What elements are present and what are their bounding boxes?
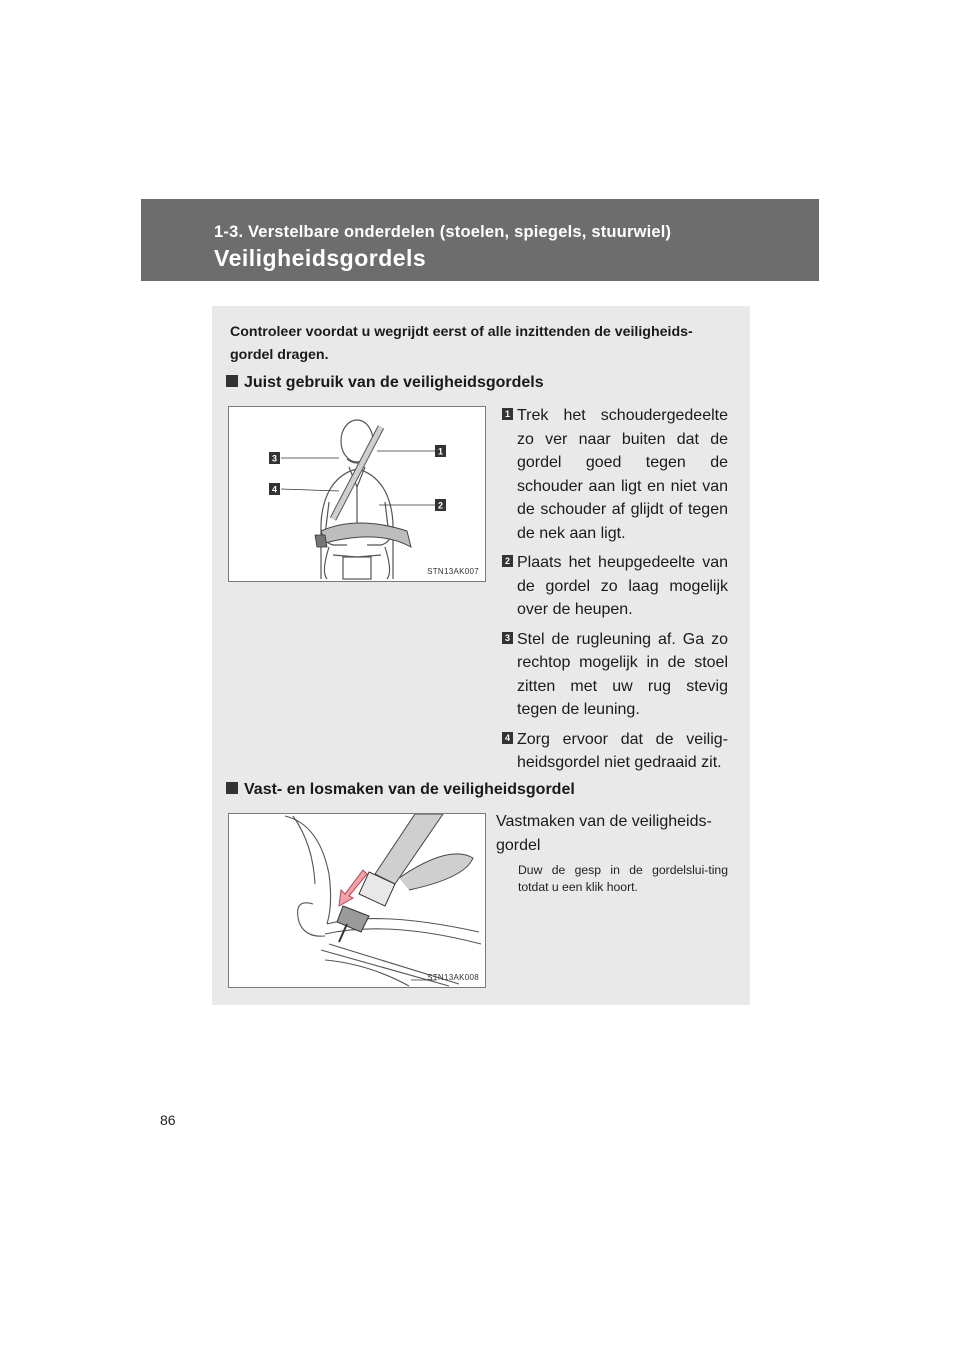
seat-buckle-illustration <box>229 814 485 987</box>
figure-code: STN13AK007 <box>427 567 479 576</box>
subheading-text: Juist gebruik van de veiligheidsgordels <box>244 374 544 391</box>
step-text: Trek het schoudergedeelte zo ver naar buiten dat de gordel goed tegen de schouder aan ligt en niet van de schouder af glijdt of tegen de nek aan ligt. <box>517 407 728 542</box>
step-item <box>502 628 728 722</box>
fasten-subtitle: Vastmaken van de veiligheids-gordel <box>496 813 712 854</box>
subheading-fasten <box>226 781 575 799</box>
step-text: Zorg ervoor dat de veilig-heidsgordel niet gedraaid zit. <box>517 730 728 771</box>
step-number-badge: 4 <box>502 732 513 744</box>
callout-1: 1 <box>437 446 444 457</box>
buckle-figure <box>228 813 486 988</box>
step-item <box>502 728 728 775</box>
callout-4: 4 <box>271 484 278 495</box>
callout-2: 2 <box>437 500 444 511</box>
square-bullet-icon <box>226 782 238 794</box>
step-text: Stel de rugleuning af. Ga zo rechtop mogelijk in de stoel zitten met uw rug stevig tegen de leuning. <box>517 630 728 718</box>
step-list <box>502 404 728 781</box>
step-number-badge: 2 <box>502 555 513 567</box>
subheading-correct-use <box>226 374 544 392</box>
fasten-note: Duw de gesp in de gordelslui-ting totdat u een klik hoort. <box>518 863 728 894</box>
section-label: 1-3. Verstelbare onderdelen (stoelen, spiegels, stuurwiel) <box>214 223 672 241</box>
page-number: 86 <box>160 1112 176 1128</box>
figure-code: STN13AK008 <box>427 973 479 982</box>
intro-text: Controleer voordat u wegrijdt eerst of alle inzittenden de veiligheids-gordel dragen. <box>230 324 693 363</box>
square-bullet-icon <box>226 375 238 387</box>
step-number-badge: 3 <box>502 632 513 644</box>
seatbelt-wearing-figure <box>228 406 486 582</box>
section-header <box>141 199 819 281</box>
step-item <box>502 551 728 622</box>
step-item <box>502 404 728 545</box>
subheading-text: Vast- en losmaken van de veiligheidsgordel <box>244 781 575 798</box>
callout-3: 3 <box>271 453 278 464</box>
step-number-badge: 1 <box>502 408 513 420</box>
content-panel <box>212 306 750 1005</box>
seated-person-illustration <box>229 407 485 581</box>
step-text: Plaats het heupgedeelte van de gordel zo laag mogelijk over de heupen. <box>517 554 728 618</box>
page-title: Veiligheidsgordels <box>214 245 427 271</box>
